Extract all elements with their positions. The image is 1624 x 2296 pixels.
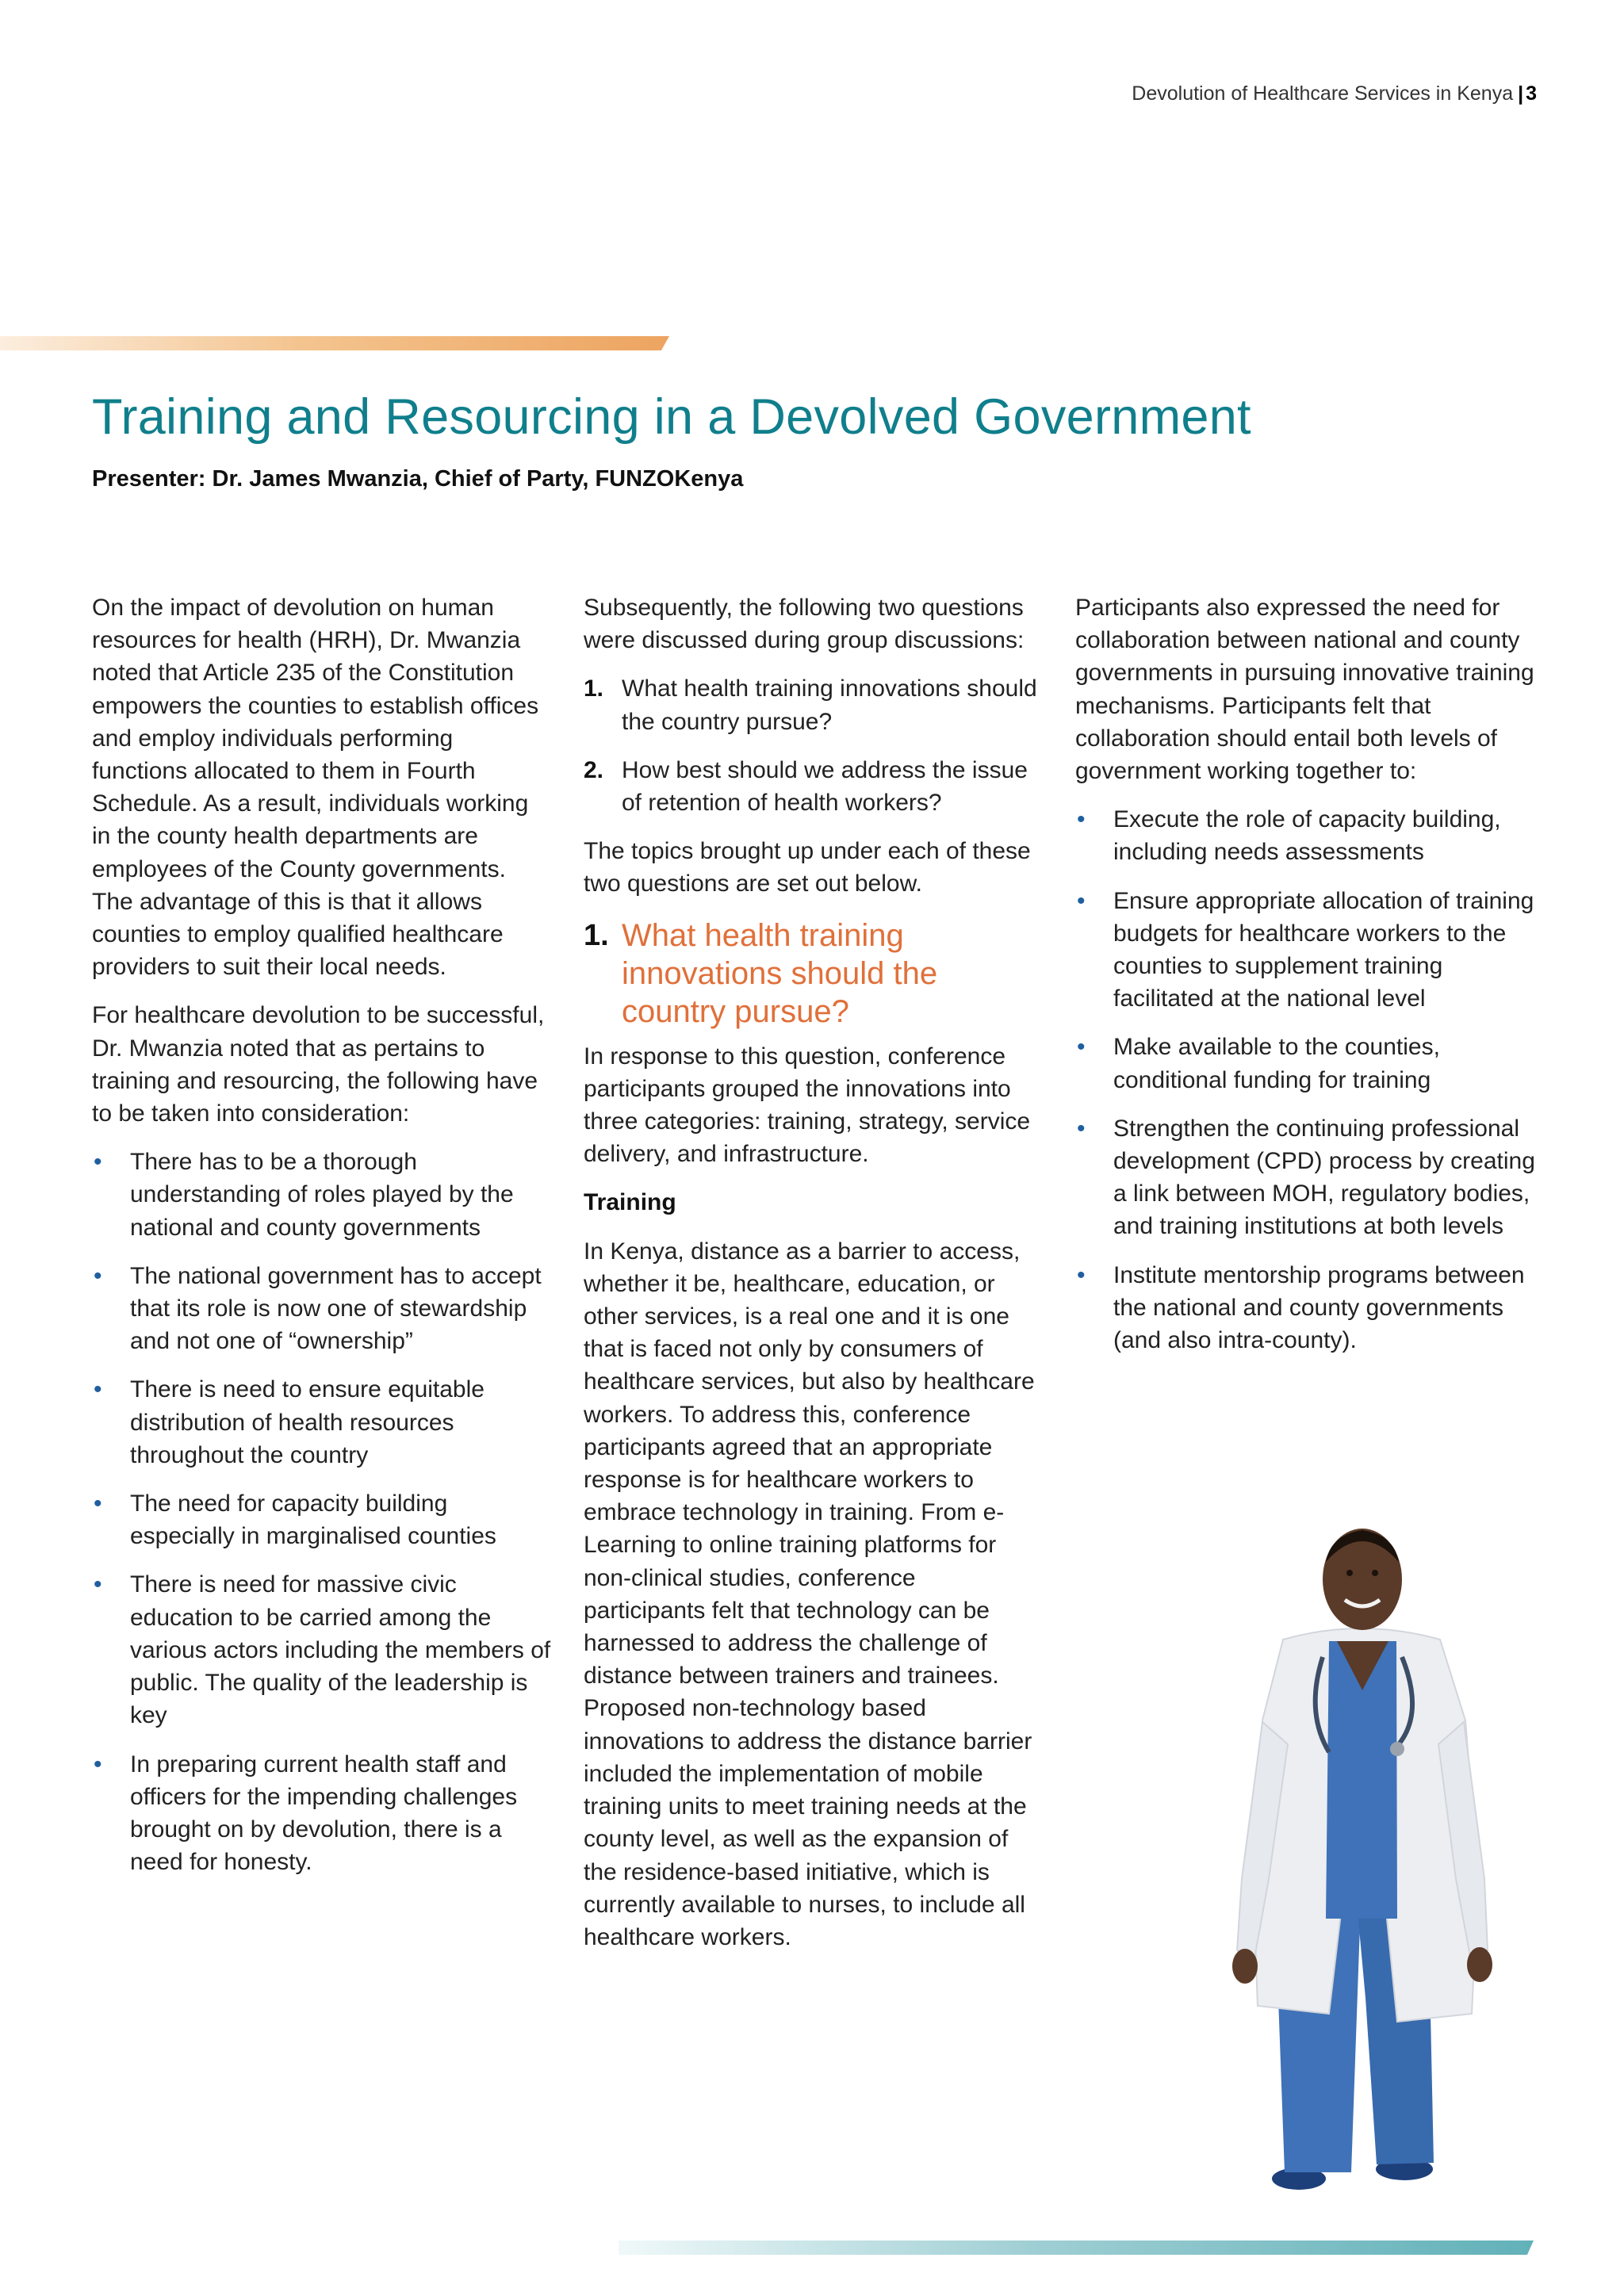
paragraph: The topics brought up under each of these two questions are set out below. <box>584 838 1031 897</box>
paragraph: On the impact of devolution on human resources for health (HRH), Dr. Mwanzia noted that Article 235 of the Constitution empowers the counties to establish offices and employ individuals performing functions allocated to them in Fourth Schedule. As a result, individuals working in the county health departments are employees of the County governments. The advantage of this is that it allows counties to employ qualified healthcare providers to suit their local needs. <box>92 595 539 981</box>
bullet-icon: • <box>94 1751 102 1777</box>
paragraph: Participants also expressed the need for collaboration between national and county governments in pursuing innovative training mechanisms. Participants felt that collaboration should entail both levels of government working together to: <box>1075 595 1534 785</box>
section-title: What health training innovations should the country pursue? <box>622 917 938 1029</box>
bullet-icon: • <box>94 1490 102 1517</box>
list-item <box>1075 1259 1535 1357</box>
bullet-icon: • <box>94 1571 102 1598</box>
subheading-training: Training <box>584 1189 676 1216</box>
paragraph: In response to this question, conference participants grouped the innovations into three categories: training, strategy, service delivery, and infrastructure. <box>584 1043 1031 1168</box>
section-number: 1. <box>584 918 609 952</box>
list-item <box>92 1146 552 1244</box>
bullet-icon: • <box>1077 1034 1086 1061</box>
bullet-icon: • <box>94 1376 102 1403</box>
bullet-icon: • <box>94 1149 102 1176</box>
list-item <box>92 1260 552 1358</box>
text-column-3 <box>1075 591 1535 1372</box>
question-list <box>584 672 1044 819</box>
list-item-text: In preparing current health staff and officers for the impending challenges brought on by devolution, there is a need for honesty. <box>130 1751 518 1876</box>
list-item <box>92 1373 552 1471</box>
list-item <box>92 1748 552 1879</box>
bottom-teal-accent-bar <box>619 2241 1534 2255</box>
section-heading <box>584 916 1044 1031</box>
list-item-text: Strengthen the continuing professional development (CPD) process by creating a link between MOH, regulatory bodies, and training institutions at both levels <box>1113 1115 1535 1240</box>
list-item-text: Ensure appropriate allocation of training budgets for healthcare workers to the counties to supplement training facilitated at the national level <box>1113 887 1534 1012</box>
text-column-2 <box>584 591 1044 1969</box>
paragraph: For healthcare devolution to be successful, Dr. Mwanzia noted that as pertains to training and resourcing, the following have to be taken into consideration: <box>92 1002 545 1127</box>
bullet-icon: • <box>1077 887 1086 914</box>
list-item <box>1075 803 1535 868</box>
list-item <box>584 672 1044 737</box>
article-title: Training and Resourcing in a Devolved Government <box>92 389 1251 445</box>
paragraph: Subsequently, the following two questions were discussed during group discussions: <box>584 595 1025 654</box>
list-item-text: The need for capacity building especially in marginalised counties <box>130 1490 496 1550</box>
list-item-text: What health training innovations should the country pursue? <box>622 675 1037 735</box>
hand-left <box>1232 1949 1258 1984</box>
list-item <box>92 1568 552 1732</box>
list-item <box>1075 1031 1535 1096</box>
text-column-1 <box>92 591 552 1894</box>
running-header <box>1132 82 1537 105</box>
list-number: 1. <box>584 675 604 702</box>
list-number: 2. <box>584 756 604 783</box>
list-item-text: There is need to ensure equitable distribution of health resources throughout the country <box>130 1376 485 1468</box>
paragraph: In Kenya, distance as a barrier to access, whether it be, healthcare, education, or other services, is a real one and it is one that is faced not only by consumers of healthcare services, but also by healthcare workers. To address this, conference participants agreed that an appropriate response is for healthcare workers to embrace technology in training. From e-Learning to online training platforms for non-clinical studies, conference participants felt that technology can be harnessed to address the challenge of distance between trainers and trainees. Proposed non-technology based innovations to address the distance barrier included the implementation of mobile training units to meet training needs at the county level, as well as the expansion of the residence-based initiative, which is currently available to nurses, to include all healthcare workers. <box>584 1238 1035 1950</box>
list-item-text: There is need for massive civic education to be carried among the various actors including the members of public. The quality of the leadership is key <box>130 1571 551 1729</box>
bullet-list <box>92 1146 552 1878</box>
list-item-text: The national government has to accept that its role is now one of stewardship and not one of “ownership” <box>130 1262 542 1355</box>
list-item <box>584 754 1044 819</box>
running-title: Devolution of Healthcare Services in Kenya <box>1132 82 1514 105</box>
list-item <box>1075 885 1535 1016</box>
list-item <box>92 1487 552 1552</box>
eye-left <box>1346 1570 1353 1576</box>
doctor-photo <box>1210 1506 1511 2204</box>
list-item <box>1075 1112 1535 1243</box>
list-item-text: How best should we address the issue of retention of health workers? <box>622 756 1028 817</box>
bullet-icon: • <box>94 1262 102 1289</box>
top-orange-accent-bar <box>0 336 669 350</box>
list-item-text: Institute mentorship programs between the national and county governments (and also intra-county). <box>1113 1261 1525 1354</box>
header-separator: | <box>1518 82 1524 105</box>
list-item-text: There has to be a thorough understanding of roles played by the national and county governments <box>130 1149 514 1241</box>
bullet-icon: • <box>1077 1261 1086 1288</box>
bullet-icon: • <box>1077 806 1086 833</box>
presenter-line: Presenter: Dr. James Mwanzia, Chief of Party, FUNZOKenya <box>92 466 744 492</box>
list-item-text: Execute the role of capacity building, including needs assessments <box>1113 806 1501 866</box>
hand-right <box>1467 1947 1492 1982</box>
bullet-list <box>1075 803 1535 1357</box>
eye-right <box>1372 1570 1378 1576</box>
page-number: 3 <box>1526 82 1537 105</box>
stethoscope-chestpiece <box>1390 1742 1404 1756</box>
bullet-icon: • <box>1077 1115 1086 1142</box>
list-item-text: Make available to the counties, conditional funding for training <box>1113 1034 1440 1093</box>
